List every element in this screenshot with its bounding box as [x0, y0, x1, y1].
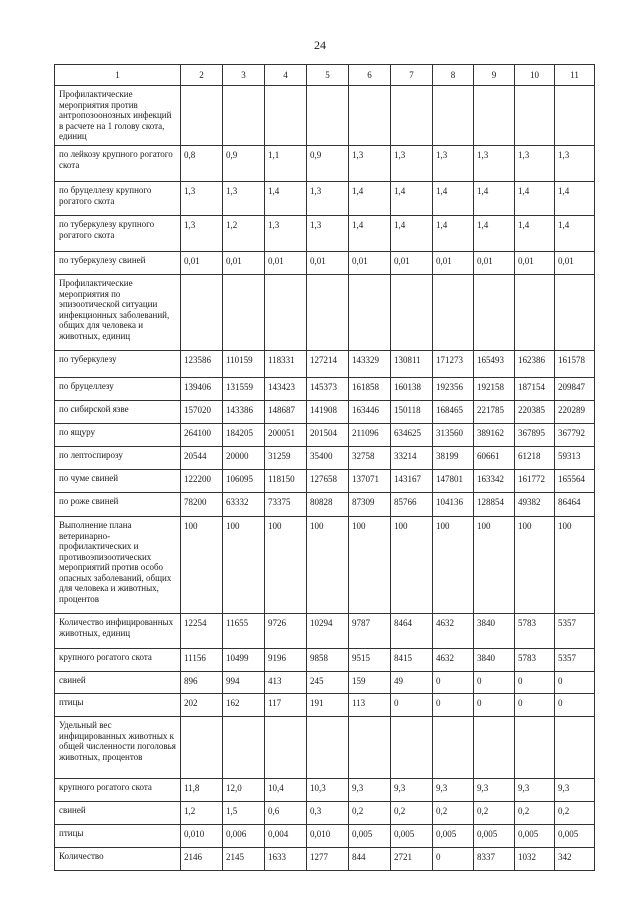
table-cell: 0,2 [391, 802, 433, 825]
table-cell: 32758 [349, 447, 391, 470]
table-cell: 63332 [223, 493, 265, 517]
table-cell [265, 86, 307, 146]
table-row [55, 351, 595, 378]
table-cell: 1,3 [555, 146, 595, 182]
table-cell: 106095 [223, 470, 265, 493]
table-cell: 0,9 [223, 146, 265, 182]
table-cell: 9858 [307, 649, 349, 672]
table-cell: 5357 [555, 614, 595, 649]
table-cell [433, 717, 474, 779]
table-cell: 0 [433, 694, 474, 717]
table-cell: 123586 [181, 351, 223, 378]
table-cell [181, 275, 223, 351]
row-label: крупного рогатого скота [55, 649, 181, 672]
table-cell [515, 86, 555, 146]
table-cell: 100 [555, 517, 595, 614]
table-row [55, 614, 595, 649]
column-header: 9 [474, 65, 515, 86]
table-row [55, 717, 595, 779]
row-label: Профилактические мероприятия против антропозоонозных инфекций в расчете на 1 голову скота, единиц [55, 86, 181, 146]
table-cell [555, 275, 595, 351]
table-cell: 100 [223, 517, 265, 614]
table-cell: 191 [307, 694, 349, 717]
table-cell: 0,006 [223, 825, 265, 848]
row-label: по туберкулезу [55, 351, 181, 378]
table-cell: 0,3 [307, 802, 349, 825]
table-cell: 3840 [474, 649, 515, 672]
table-cell: 8337 [474, 848, 515, 871]
row-label: по лейкозу крупного рогатого скота [55, 146, 181, 182]
row-label: Удельный вес инфицированных животных к общей численности поголовья животных, процентов [55, 717, 181, 779]
table-cell: 201504 [307, 424, 349, 447]
table-cell: 1,4 [515, 182, 555, 216]
table-cell: 61218 [515, 447, 555, 470]
table-cell: 211096 [349, 424, 391, 447]
table-cell: 0,2 [433, 802, 474, 825]
table-cell: 1,1 [265, 146, 307, 182]
table-cell: 192158 [474, 378, 515, 401]
column-header: 6 [349, 65, 391, 86]
table-cell: 127658 [307, 470, 349, 493]
table-cell: 31259 [265, 447, 307, 470]
table-cell: 11156 [181, 649, 223, 672]
table-cell: 9,3 [349, 779, 391, 802]
table-cell: 1,5 [223, 802, 265, 825]
table-cell: 192356 [433, 378, 474, 401]
table-cell: 161858 [349, 378, 391, 401]
row-label: Количество инфицированных животных, единиц [55, 614, 181, 649]
statistics-table [54, 64, 595, 871]
table-cell: 0,01 [433, 252, 474, 275]
table-cell: 9787 [349, 614, 391, 649]
table-cell: 1,4 [349, 182, 391, 216]
table-cell: 0,2 [349, 802, 391, 825]
table-cell: 171273 [433, 351, 474, 378]
table-cell: 168465 [433, 401, 474, 424]
column-header: 3 [223, 65, 265, 86]
row-label: по роже свиней [55, 493, 181, 517]
table-cell: 202 [181, 694, 223, 717]
table-cell: 165493 [474, 351, 515, 378]
table-cell: 100 [433, 517, 474, 614]
table-cell: 159 [349, 672, 391, 694]
table-cell: 0,01 [265, 252, 307, 275]
table-cell: 1,3 [181, 216, 223, 252]
table-cell: 8415 [391, 649, 433, 672]
table-cell: 1,2 [223, 216, 265, 252]
table-cell: 12,0 [223, 779, 265, 802]
table-cell: 0,2 [555, 802, 595, 825]
table-row [55, 182, 595, 216]
table-cell: 2721 [391, 848, 433, 871]
row-label: птицы [55, 825, 181, 848]
row-label: по туберкулезу крупного рогатого скота [55, 216, 181, 252]
table-cell: 1277 [307, 848, 349, 871]
table-cell: 80828 [307, 493, 349, 517]
table-cell: 0 [515, 694, 555, 717]
table-row [55, 672, 595, 694]
table-cell: 896 [181, 672, 223, 694]
header-row [55, 65, 595, 86]
table-cell: 313560 [433, 424, 474, 447]
table-cell: 162 [223, 694, 265, 717]
table-cell [265, 275, 307, 351]
table-cell: 87309 [349, 493, 391, 517]
row-label: по сибирской язве [55, 401, 181, 424]
table-cell [515, 275, 555, 351]
table-cell: 100 [181, 517, 223, 614]
table-cell: 0,010 [181, 825, 223, 848]
table-cell: 131559 [223, 378, 265, 401]
table-cell: 100 [265, 517, 307, 614]
table-row [55, 517, 595, 614]
table-cell [433, 86, 474, 146]
table-cell: 9,3 [555, 779, 595, 802]
table-cell: 143167 [391, 470, 433, 493]
table-cell: 184205 [223, 424, 265, 447]
table-row [55, 424, 595, 447]
table-cell: 1,3 [474, 146, 515, 182]
table-cell: 141908 [307, 401, 349, 424]
table-cell: 4632 [433, 649, 474, 672]
table-cell: 118150 [265, 470, 307, 493]
table-cell: 1,3 [223, 182, 265, 216]
table-row [55, 694, 595, 717]
table-cell: 844 [349, 848, 391, 871]
table-row [55, 493, 595, 517]
table-row [55, 378, 595, 401]
table-row [55, 401, 595, 424]
table-row [55, 447, 595, 470]
table-cell: 200051 [265, 424, 307, 447]
table-cell: 162386 [515, 351, 555, 378]
table-cell [349, 275, 391, 351]
row-label: свиней [55, 672, 181, 694]
column-header: 1 [55, 65, 181, 86]
table-cell: 0 [555, 694, 595, 717]
table-cell: 5783 [515, 614, 555, 649]
table-cell: 0,004 [265, 825, 307, 848]
table-cell: 634625 [391, 424, 433, 447]
row-label: по чуме свиней [55, 470, 181, 493]
table-cell: 161578 [555, 351, 595, 378]
table-cell [433, 275, 474, 351]
table-cell [265, 717, 307, 779]
column-header: 5 [307, 65, 349, 86]
table-cell: 1,4 [349, 216, 391, 252]
table-cell: 220289 [555, 401, 595, 424]
table-cell: 0,005 [515, 825, 555, 848]
table-cell: 5783 [515, 649, 555, 672]
table-cell: 1,4 [515, 216, 555, 252]
table-cell: 10,3 [307, 779, 349, 802]
table-cell: 9726 [265, 614, 307, 649]
table-cell: 4632 [433, 614, 474, 649]
table-cell: 118331 [265, 351, 307, 378]
table-cell: 0,8 [181, 146, 223, 182]
row-label: птицы [55, 694, 181, 717]
table-cell: 0 [391, 694, 433, 717]
table-cell: 0,2 [474, 802, 515, 825]
table-cell: 0,005 [433, 825, 474, 848]
page-number: 24 [314, 38, 326, 52]
row-label: по ящуру [55, 424, 181, 447]
table-cell: 100 [474, 517, 515, 614]
table-cell: 367895 [515, 424, 555, 447]
table-cell: 0,010 [307, 825, 349, 848]
table-cell: 1,4 [474, 182, 515, 216]
table-cell: 10,4 [265, 779, 307, 802]
table-cell: 73375 [265, 493, 307, 517]
table-cell [223, 717, 265, 779]
table-cell: 33214 [391, 447, 433, 470]
table-cell [223, 86, 265, 146]
table-cell: 35400 [307, 447, 349, 470]
table-cell [307, 275, 349, 351]
table-cell: 1,3 [265, 216, 307, 252]
table-cell: 0,01 [515, 252, 555, 275]
table-cell: 78200 [181, 493, 223, 517]
table-cell [391, 86, 433, 146]
table-cell: 0 [433, 672, 474, 694]
table-cell: 130811 [391, 351, 433, 378]
table-cell: 1032 [515, 848, 555, 871]
table-cell: 0,01 [181, 252, 223, 275]
table-cell: 413 [265, 672, 307, 694]
table-cell: 157020 [181, 401, 223, 424]
table-cell [515, 717, 555, 779]
table-cell [555, 86, 595, 146]
table-cell: 9196 [265, 649, 307, 672]
row-label: Профилактические мероприятия по эпизоотической ситуации инфекционных заболеваний, общих для человека и животных, единиц [55, 275, 181, 351]
column-header: 11 [555, 65, 595, 86]
table-cell: 1,4 [433, 216, 474, 252]
table-cell [181, 86, 223, 146]
table-row [55, 216, 595, 252]
table-cell: 1,3 [181, 182, 223, 216]
table-cell: 0,005 [349, 825, 391, 848]
table-cell: 110159 [223, 351, 265, 378]
row-label: по лептоспирозу [55, 447, 181, 470]
table-cell: 0 [515, 672, 555, 694]
table-row [55, 252, 595, 275]
table-cell: 104136 [433, 493, 474, 517]
table-cell: 117 [265, 694, 307, 717]
table-cell: 59313 [555, 447, 595, 470]
table-row [55, 779, 595, 802]
table-cell: 1,3 [515, 146, 555, 182]
table-cell: 1,3 [307, 182, 349, 216]
table-cell: 1,3 [349, 146, 391, 182]
table-cell: 0,9 [307, 146, 349, 182]
table-row [55, 470, 595, 493]
table-cell [307, 717, 349, 779]
table-cell: 209847 [555, 378, 595, 401]
table-cell: 0,01 [474, 252, 515, 275]
column-header: 10 [515, 65, 555, 86]
table-cell: 3840 [474, 614, 515, 649]
row-label: Выполнение плана ветеринарно-профилактических и противоэпизоотических мероприятий против особо опасных заболеваний, общих для человека и животных, процентов [55, 517, 181, 614]
table-cell: 100 [515, 517, 555, 614]
table-cell: 1,2 [181, 802, 223, 825]
table-cell: 0,005 [391, 825, 433, 848]
table-cell: 11655 [223, 614, 265, 649]
table-cell: 0,01 [391, 252, 433, 275]
table-cell: 2145 [223, 848, 265, 871]
table-cell: 1,4 [391, 216, 433, 252]
row-label: крупного рогатого скота [55, 779, 181, 802]
table-cell: 85766 [391, 493, 433, 517]
table-cell: 148687 [265, 401, 307, 424]
table-row [55, 86, 595, 146]
table-cell: 20544 [181, 447, 223, 470]
table-row [55, 275, 595, 351]
table-cell: 145373 [307, 378, 349, 401]
table-cell [474, 275, 515, 351]
table-cell: 221785 [474, 401, 515, 424]
table-cell: 137071 [349, 470, 391, 493]
table-cell: 128854 [474, 493, 515, 517]
table-cell: 1,3 [391, 146, 433, 182]
table-cell: 5357 [555, 649, 595, 672]
table-cell: 9,3 [433, 779, 474, 802]
table-cell: 1,4 [474, 216, 515, 252]
table-cell: 12254 [181, 614, 223, 649]
table-cell: 143329 [349, 351, 391, 378]
table-row [55, 802, 595, 825]
table-row [55, 649, 595, 672]
table-cell: 38199 [433, 447, 474, 470]
table-cell: 0 [474, 694, 515, 717]
table-cell: 143423 [265, 378, 307, 401]
table-row [55, 146, 595, 182]
table-cell: 0,005 [474, 825, 515, 848]
table-cell: 0 [474, 672, 515, 694]
table-cell: 1,4 [555, 182, 595, 216]
table-cell: 1,4 [391, 182, 433, 216]
table-cell: 0,6 [265, 802, 307, 825]
table-cell: 49382 [515, 493, 555, 517]
table-cell [223, 275, 265, 351]
table-cell: 0 [555, 672, 595, 694]
row-label: Количество [55, 848, 181, 871]
table-cell: 86464 [555, 493, 595, 517]
table-cell: 127214 [307, 351, 349, 378]
table-cell [555, 717, 595, 779]
table-cell: 10499 [223, 649, 265, 672]
table-cell: 0,005 [555, 825, 595, 848]
table-cell: 220385 [515, 401, 555, 424]
row-label: по туберкулезу свиней [55, 252, 181, 275]
table-cell: 994 [223, 672, 265, 694]
table-cell: 100 [391, 517, 433, 614]
table-cell: 20000 [223, 447, 265, 470]
table-cell: 0,01 [307, 252, 349, 275]
table-cell [391, 717, 433, 779]
table-cell: 113 [349, 694, 391, 717]
table-cell: 264100 [181, 424, 223, 447]
table-cell: 11,8 [181, 779, 223, 802]
table-cell: 143386 [223, 401, 265, 424]
table-cell: 150118 [391, 401, 433, 424]
table-cell: 147801 [433, 470, 474, 493]
table-cell: 9,3 [515, 779, 555, 802]
table-row [55, 848, 595, 871]
table-cell: 1633 [265, 848, 307, 871]
table-cell: 2146 [181, 848, 223, 871]
table-cell [349, 717, 391, 779]
table-cell [391, 275, 433, 351]
column-header: 7 [391, 65, 433, 86]
table-row [55, 825, 595, 848]
table-cell: 1,4 [433, 182, 474, 216]
table-cell: 60661 [474, 447, 515, 470]
table-cell: 100 [349, 517, 391, 614]
table-cell: 367792 [555, 424, 595, 447]
column-header: 4 [265, 65, 307, 86]
table-cell [474, 717, 515, 779]
table-cell: 0,01 [349, 252, 391, 275]
table-cell [349, 86, 391, 146]
table-cell [307, 86, 349, 146]
row-label: свиней [55, 802, 181, 825]
row-label: по бруцеллезу [55, 378, 181, 401]
table-cell: 161772 [515, 470, 555, 493]
table-cell: 342 [555, 848, 595, 871]
table-cell: 163446 [349, 401, 391, 424]
table-cell: 165564 [555, 470, 595, 493]
table-cell: 0,01 [555, 252, 595, 275]
table-cell: 0 [433, 848, 474, 871]
table-cell: 1,3 [433, 146, 474, 182]
table-cell: 1,4 [265, 182, 307, 216]
table-cell: 187154 [515, 378, 555, 401]
table-cell: 1,3 [307, 216, 349, 252]
table-cell: 10294 [307, 614, 349, 649]
table-cell: 0,01 [223, 252, 265, 275]
table-cell: 122200 [181, 470, 223, 493]
column-header: 2 [181, 65, 223, 86]
table-cell: 245 [307, 672, 349, 694]
table-cell: 163342 [474, 470, 515, 493]
table-cell: 100 [307, 517, 349, 614]
table-cell: 9515 [349, 649, 391, 672]
table-cell: 49 [391, 672, 433, 694]
table-cell [181, 717, 223, 779]
table-cell: 1,4 [555, 216, 595, 252]
column-header: 8 [433, 65, 474, 86]
table-cell: 9,3 [391, 779, 433, 802]
table-cell: 139406 [181, 378, 223, 401]
table-cell: 9,3 [474, 779, 515, 802]
table-cell: 389162 [474, 424, 515, 447]
row-label: по бруцеллезу крупного рогатого скота [55, 182, 181, 216]
table-cell: 0,2 [515, 802, 555, 825]
table-cell [474, 86, 515, 146]
table-cell: 8464 [391, 614, 433, 649]
table-cell: 160138 [391, 378, 433, 401]
